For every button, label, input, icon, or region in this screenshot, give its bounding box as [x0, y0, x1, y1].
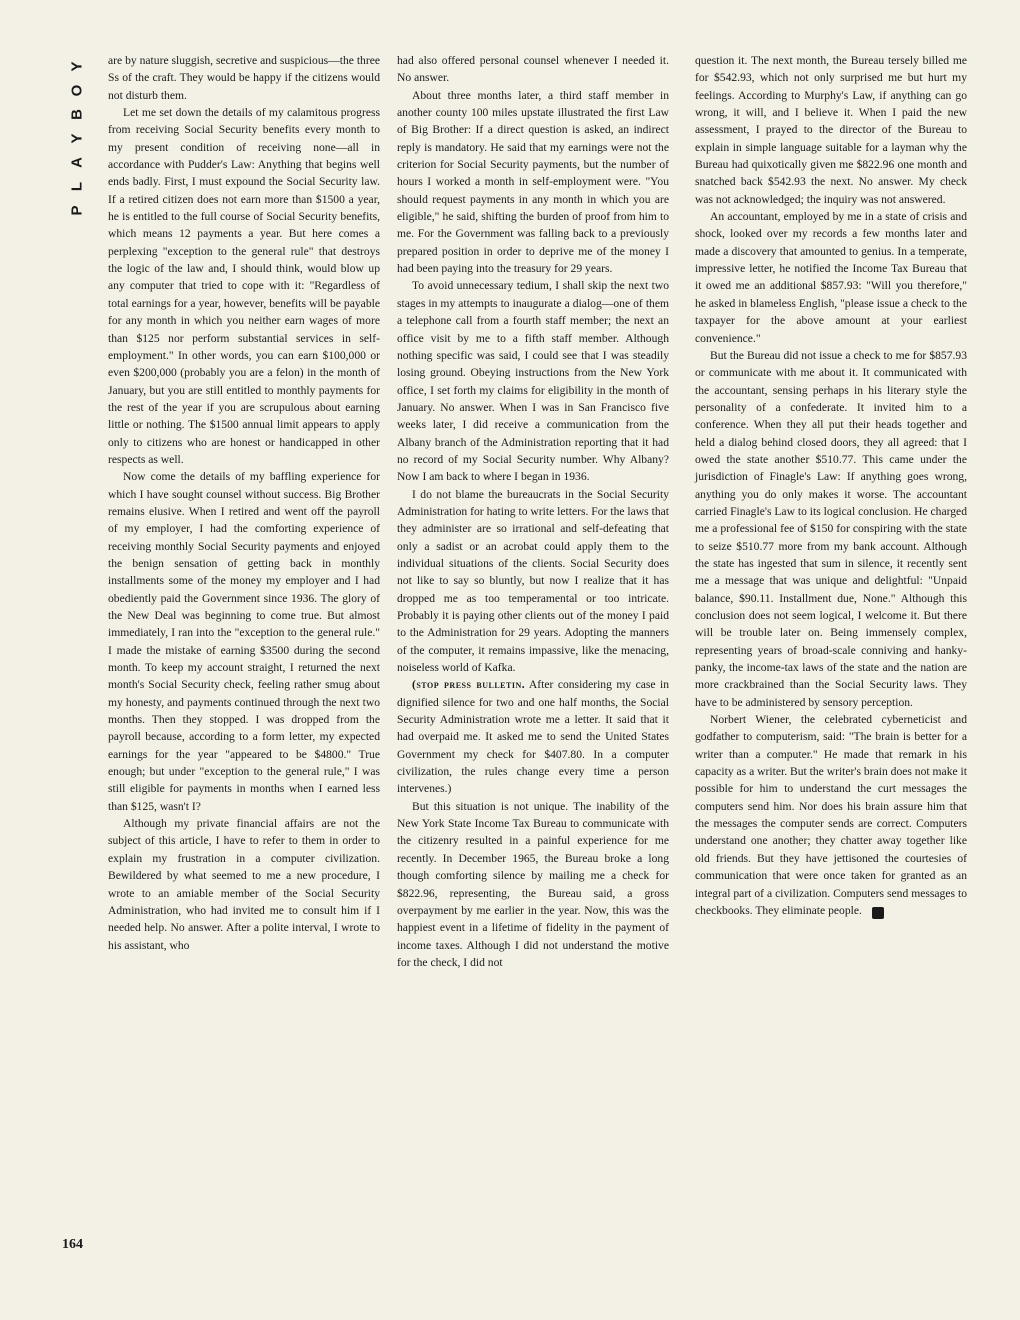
paragraph: Although my private financial affairs are not the subject of this article, I have to refer to them in order to explain my frustration in a computer civilization. Bewildered by what seemed to me a new procedure, I wrote to an amiable member of the Social Security Administration, who had invited me to consult him if I needed help. No answer. After a polite interval, I wrote to his assistant, who	[108, 817, 380, 952]
stop-press-text: After considering my case in dignified silence for two and one half months, the Social Security Administration wrote me a letter. It said that it had overpaid me. It asked me to send the United States Government my check for $407.80. In a computer civilization, the rules change every time a person intervenes.)	[397, 678, 669, 796]
column-3	[695, 52, 967, 919]
paragraph: About three months later, a third staff member in another county 100 miles upstate illustrated the first Law of Big Brother: If a direct question is asked, an indirect reply is mandatory. He said that my earnings were not the criterion for Social Security payments, but the number of hours I worked a month in self-employment were. "You should request payments in any month in which you are eligible," he said, shifting the burden of proof from him to me. For the Government was falling back to a previously prepared position in order to deprive me of the money I had been paying into the treasury for 29 years.	[397, 88, 669, 276]
masthead-letter: P	[68, 205, 86, 216]
masthead-letter: L	[68, 181, 86, 192]
paragraph: But this situation is not unique. The inability of the New York State Income Tax Bureau to communicate with the citizenry resulted in a painful experience for me recently. In December 1965, the Bureau broke a long though comforting silence by mailing me a check for $822.96, representing, the Bureau said, a gross overpayment by me earlier in the year. Now, this was the happiest event in a lifetime of fidelity in the payment of income taxes. Although I did not understand the motive for the check, I did not	[397, 799, 669, 969]
stop-press-paragraph	[397, 676, 669, 797]
masthead-letter: Y	[68, 61, 86, 72]
paragraph: had also offered personal counsel whenever I needed it. No answer.	[397, 54, 669, 85]
paragraph: But the Bureau did not issue a check to me for $857.93 or communicate with me about it. It communicated with the accountant, sensing perhaps in his literary style the personality of a confederate. It invited him to a conference. When they all put their heads together and held a dialog behind closed doors, they all agreed: that I owed the state another $510.77. This came under the jurisdiction of Finagle's Law: If anything goes wrong, anything you do only makes it worse. The accountant carried Finagle's Law to its logical conclusion. He charged me a professional fee of $150 for conspiring with the state to seize $510.77 more from my bank account. Although the state has ingested that sum in silence, it recently sent me a message that was unique and delightful: "Unpaid balance, $90.11. Installment due, None." Although this conclusion does not seem logical, I welcome it. But there will be trouble later on. Being immensely complex, representing years of broad-scale conniving and hanky-panky, the income-tax laws of the state and the nation are more crackbrained than the Social Security laws. They have to be administered by sensory perception.	[695, 348, 967, 709]
masthead-letter: A	[68, 157, 86, 168]
magazine-masthead	[64, 58, 90, 216]
stop-press-label: (stop press bulletin.	[412, 678, 526, 692]
masthead-letter: Y	[68, 133, 86, 144]
page-number: 164	[62, 1237, 83, 1252]
paragraph	[695, 711, 967, 919]
masthead-letter: O	[68, 84, 86, 97]
final-paragraph-text: Norbert Wiener, the celebrated cyberneticist and godfather to computerism, said: "The brain is better for a writer than a computer." He made that remark in his capacity as a writer. But the writer's brain does not make it possible for him to understand the curt messages the computers send him. Nor does his brain assure him that the messages the computer sends are correct. Computers understand one another; they chatter away together like old friends. But they have jettisoned the courtesies of communication that were once taken for granted as an integral part of a civilization. Computers send messages to checkbooks. They eliminate people.	[695, 713, 967, 917]
paragraph: An accountant, employed by me in a state of crisis and shock, looked over my records a few months later and made a discovery that amounted to genius. In a temperate, impressive letter, he notified the Income Tax Bureau that it owed me an additional $857.93: "Will you therefore," he asked in blameless English, "please issue a check to the taxpayer for the above amount at your earliest convenience."	[695, 210, 967, 345]
end-mark-icon: Y	[872, 907, 884, 919]
paragraph: question it. The next month, the Bureau tersely billed me for $542.93, which not only surprised me but hurt my feelings. According to Murphy's Law, if anything can go wrong, it will, and I believe it. When I paid the new assessment, I prayed to the director of the Bureau to explain in simple language suitable for a layman why the Bureau had quixotically given me $822.96 one month and snatched back $542.93 the next. No answer. My check was not acknowledged; the inquiry was not answered.	[695, 54, 967, 206]
masthead-letter: B	[68, 109, 86, 120]
column-2	[397, 52, 669, 971]
paragraph: Let me set down the details of my calamitous progress from receiving Social Security benefits every month to my present condition of receiving none—all in accordance with Pudder's Law: Anything that begins well ends badly. First, I must expound the Social Security law. If a retired citizen does not earn more than $1500 a year, he is entitled to the full course of Social Security benefits, which means 12 payments a year. But here comes a perplexing "exception to the general rule" that destroys the logic of the law and, I should think, would blow up any computer that tried to cope with it: "Regardless of total earnings for a year, however, benefits will be payable for any month in which you neither earn wages of more than $125 nor perform substantial services in self-employment." In other words, you can earn $100,000 or even $200,000 (probably you are a felon) in the month of January, but you are still entitled to monthly payments for the rest of the year if you are scrupulous about earning little or nothing. The $1500 annual limit appears to apply only to citizens who are honest or handicapped in other respects as well.	[108, 106, 380, 466]
paragraph: Now come the details of my baffling experience for which I have sought counsel without success. Big Brother remains elusive. When I retired and went off the payroll of my employer, I had the comforting experience of receiving monthly Social Security payments and enjoyed the benign sensation of getting back in monthly installments some of the money my employer and I had obediently paid the Government since 1936. The glory of the New Deal was beginning to come true. But almost immediately, I ran into the "exception to the general rule." I made the mistake of earning $3500 during the second month. To keep my account straight, I returned the next month's Social Security check, feeling rather smug about my honesty, and payments continued through the next two months. Then they stopped. I was dropped from the payroll because, according to a form letter, my expected earnings for the year "appeared to be $4800." True enough; but under "exception to the general rule," I was still eligible for payments in months when I earned less than $125, wasn't I?	[108, 470, 380, 813]
paragraph: I do not blame the bureaucrats in the Social Security Administration for hating to write letters. For the laws that they administer are so irrational and self-defeating that only a sadist or an acrobat could apply them to the individual situations of the clients. Social Security does not like to say so bluntly, but now I realize that it has dropped me as too temperamental or too intricate. Probably it is paying other clients out of the money I paid to the Administration for 29 years. Adopting the manners of the computer, it remains impassive, like the menacing, noiseless world of Kafka.	[397, 487, 669, 675]
paragraph: are by nature sluggish, secretive and suspicious—the three Ss of the craft. They would be happy if the citizens would not disturb them.	[108, 54, 380, 102]
paragraph: To avoid unnecessary tedium, I shall skip the next two stages in my attempts to inaugurate a dialog—one of them a telephone call from a fourth staff member; the next an office visit by me to a fifth staff member. Although nothing specific was said, I could see that I was steadily losing ground. Obeying instructions from the New York office, I set forth my claims for eligibility in the month of January. No answer. When I was in San Francisco five weeks later, I did receive a communication from the Albany branch of the Administration reporting that it had no record of my Social Security number. Why Albany? Now I am back to where I began in 1936.	[397, 279, 669, 484]
column-1	[108, 52, 380, 954]
